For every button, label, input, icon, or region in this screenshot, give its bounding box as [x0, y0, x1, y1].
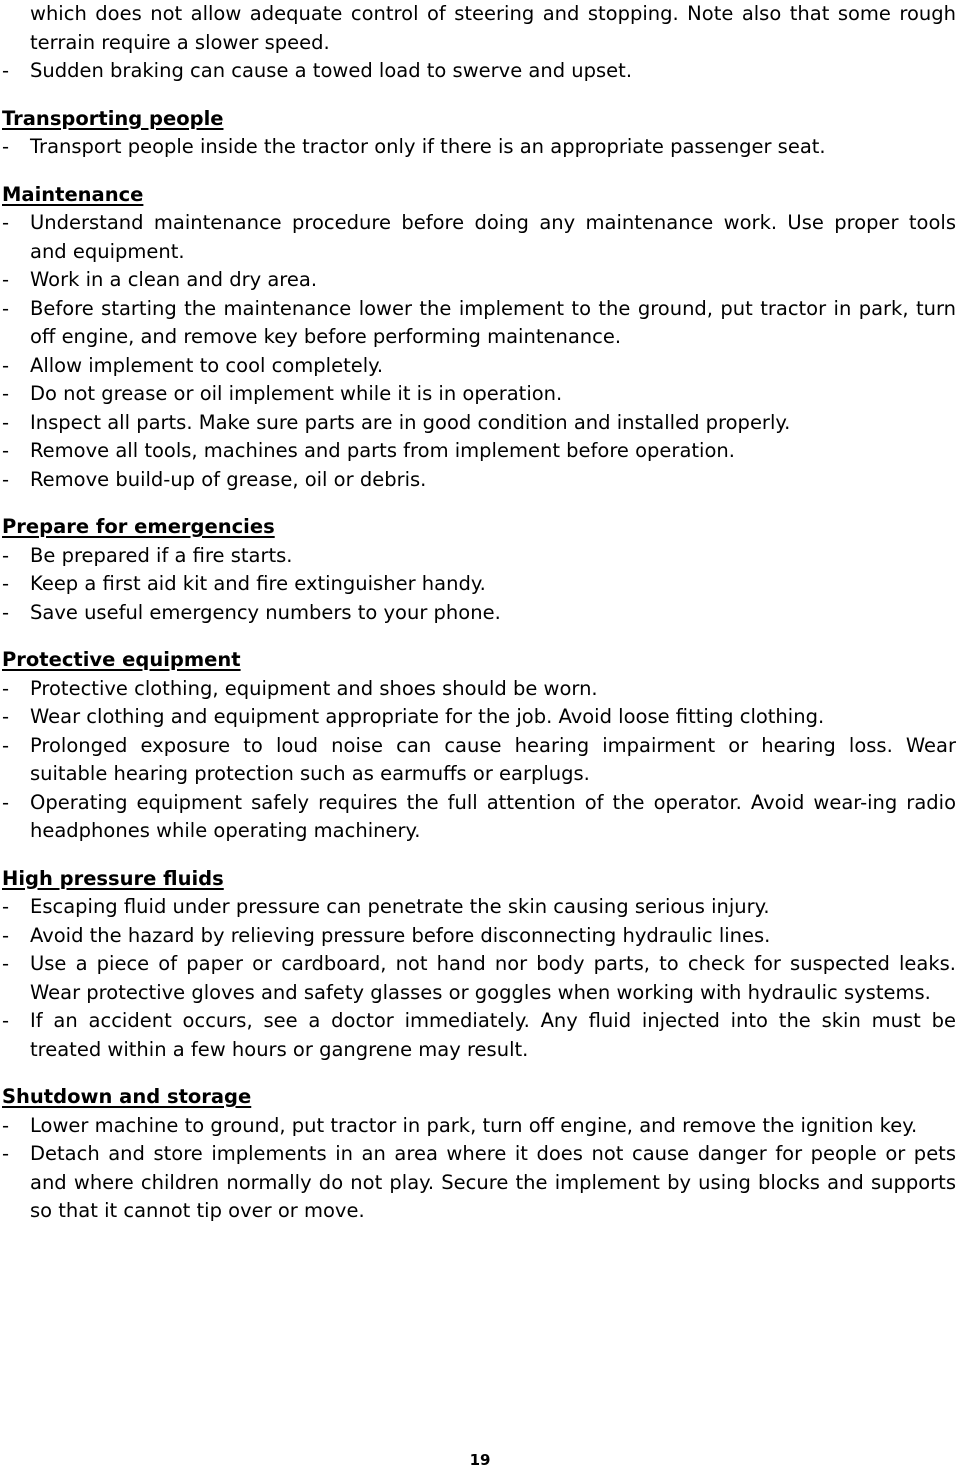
- section-heading: Shutdown and storage: [2, 1085, 252, 1108]
- list-item: - Detach and store implements in an area where it does not cause danger for people or pets and where children normally do not play. Secure the implement by using blocks and supports so that it cannot tip over or move.: [2, 1140, 956, 1226]
- list-item: - Work in a clean and dry area.: [2, 266, 956, 295]
- list-item: - Avoid the hazard by relieving pressure before disconnecting hydraulic lines.: [2, 922, 956, 951]
- list-item: - Remove build-up of grease, oil or debris.: [2, 466, 956, 495]
- section-prepare-for-emergencies: [2, 513, 956, 627]
- section-list: [2, 542, 956, 628]
- section-heading: Transporting people: [2, 106, 224, 130]
- list-item: - Wear clothing and equipment appropriate for the job. Avoid loose fitting clothing.: [2, 703, 956, 732]
- list-item: - Save useful emergency numbers to your phone.: [2, 599, 956, 628]
- list-item: - Do not grease or oil implement while it is in operation.: [2, 380, 956, 409]
- list-item: - Lower machine to ground, put tractor in park, turn off engine, and remove the ignition key.: [2, 1112, 956, 1141]
- list-item: - Operating equipment safely requires the full attention of the operator. Avoid wear-ing radio headphones while operating machinery.: [2, 789, 956, 846]
- section-list: [2, 675, 956, 846]
- section-shutdown-and-storage: [2, 1083, 956, 1226]
- list-item: - Allow implement to cool completely.: [2, 352, 956, 381]
- section-list: [2, 209, 956, 494]
- list-item: - Before starting the maintenance lower the implement to the ground, put tractor in park, turn off engine, and remove key before performing maintenance.: [2, 295, 956, 352]
- section-list: [2, 1112, 956, 1226]
- list-item: - Sudden braking can cause a towed load to swerve and upset.: [2, 57, 956, 86]
- section-list: [2, 893, 956, 1064]
- list-item: - Protective clothing, equipment and shoes should be worn.: [2, 675, 956, 704]
- intro-list: [2, 57, 956, 86]
- section-heading: Prepare for emergencies: [2, 515, 275, 538]
- list-item: - Prolonged exposure to loud noise can cause hearing impairment or hearing loss. Wear suitable hearing protection such as earmuffs or earplugs.: [2, 732, 956, 789]
- page-number: 19: [469, 1451, 491, 1469]
- list-item: - Use a piece of paper or cardboard, not hand nor body parts, to check for suspected leaks. Wear protective gloves and safety glasses or goggles when working with hydraulic systems.: [2, 950, 956, 1007]
- section-high-pressure-fluids: [2, 865, 956, 1065]
- section-heading: High pressure fluids: [2, 866, 224, 890]
- section-list: [2, 133, 956, 162]
- list-item: - Remove all tools, machines and parts from implement before operation.: [2, 437, 956, 466]
- list-item: - Transport people inside the tractor only if there is an appropriate passenger seat.: [2, 133, 956, 162]
- list-item: - Escaping fluid under pressure can penetrate the skin causing serious injury.: [2, 893, 956, 922]
- section-heading: Protective equipment: [2, 648, 241, 671]
- section-maintenance: [2, 181, 956, 495]
- list-item: - Be prepared if a fire starts.: [2, 542, 956, 571]
- list-item: - Inspect all parts. Make sure parts are in good condition and installed properly.: [2, 409, 956, 438]
- list-item: - Understand maintenance procedure before doing any maintenance work. Use proper tools and equipment.: [2, 209, 956, 266]
- document-page: [2, 0, 956, 1226]
- section-transporting-people: [2, 105, 956, 162]
- list-item: - If an accident occurs, see a doctor immediately. Any fluid injected into the skin must be treated within a few hours or gangrene may result.: [2, 1007, 956, 1064]
- intro-continuation: which does not allow adequate control of steering and stopping. Note also that some rough terrain require a slower speed.: [30, 2, 956, 54]
- intro-block: [2, 0, 956, 86]
- section-heading: Maintenance: [2, 182, 144, 206]
- list-item: - Keep a first aid kit and fire extinguisher handy.: [2, 570, 956, 599]
- sections-container: [2, 105, 956, 1226]
- section-protective-equipment: [2, 646, 956, 846]
